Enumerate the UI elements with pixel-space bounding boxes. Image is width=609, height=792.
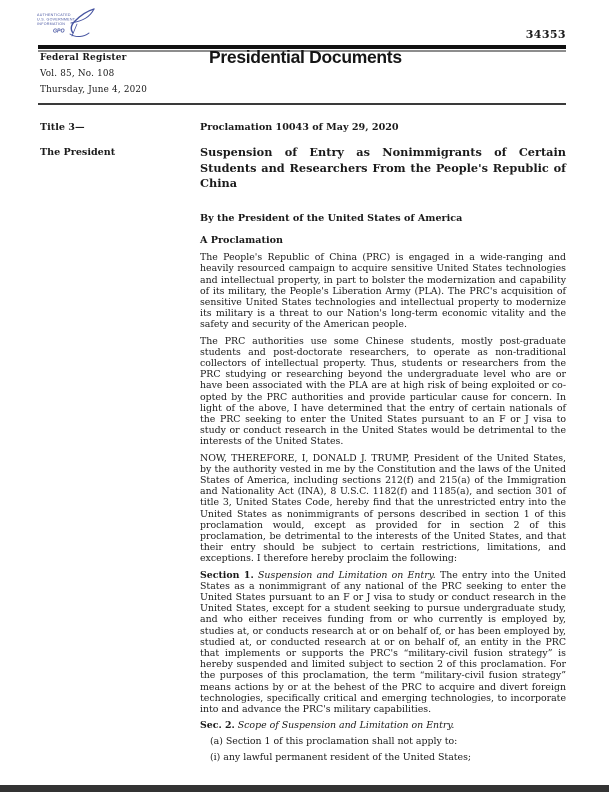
- page-number: 34353: [525, 28, 566, 41]
- paragraph-1: The People's Republic of China (PRC) is engaged in a wide-ranging and heavily resourced campaign to acquire sensitive United States technologies and intellectual property, in part to bolster the modernization and capability of its military, the People's Liberation Army (PLA). The PRC's acquisition of sensitive United States technologies and intellectual property to modernize its military is a threat to our Nation's long-term economic vitality and the safety and security of the American people.: [200, 252, 566, 331]
- section-1-body: The entry into the United States as a nonimmigrant of any national of the PRC seeking to enter the United States pursuant to an F or J visa to study or conduct research in the United States, except for a student seeking to pursue undergraduate study, and who either receives funding from or who currently is employed by, studies at, or conducts research at or on behalf of, or has been employed by, studied at, or conducted research at or on behalf of, an entity in the PRC that implements or supports the PRC's “military-civil fusion strategy” is hereby suspended and limited subject to section 2 of this proclamation. For the purposes of this proclamation, the term “military-civil fusion strategy” means actions by or at the behest of the PRC to acquire and divert foreign technologies, specifically critical and emerging technologies, to incorporate into and advance the PRC's military capabilities.: [200, 569, 566, 716]
- section-heading: Presidential Documents: [209, 47, 402, 67]
- section-1-title: Suspension and Limitation on Entry.: [257, 569, 436, 581]
- section-2-title: Scope of Suspension and Limitation on Entry.: [237, 720, 455, 732]
- volume-line: Vol. 85, No. 108: [40, 69, 115, 79]
- section-1-label: Section 1.: [200, 569, 254, 581]
- gpo-logo-text: [37, 13, 76, 35]
- section-2-heading: [200, 720, 566, 731]
- proclamation-body: [200, 122, 566, 763]
- gpo-logo-gpo-label: GPO: [53, 28, 65, 35]
- proclamation-number-line: Proclamation 10043 of May 29, 2020: [200, 122, 399, 133]
- page-bottom-edge: [0, 785, 609, 792]
- issue-date: Thursday, June 4, 2020: [40, 85, 148, 95]
- eagle-swoosh-icon: [70, 9, 94, 37]
- masthead-bottom-rule: [38, 103, 566, 105]
- section-2-clause-i: (i) any lawful permanent resident of the United States;: [210, 751, 472, 763]
- a-proclamation-heading: A Proclamation: [200, 234, 283, 246]
- paragraph-2: The PRC authorities use some Chinese students, mostly post-graduate students and post-doctorate researchers, to operate as non-traditional collectors of intellectual property. Thus, students or researchers from the PRC studying or researching beyond the undergraduate level who are or have been associated with the PLA are at high risk of being exploited or co-opted by the PRC authorities and provide particular cause for concern. In light of the above, I have determined that the entry of certain nationals of the PRC seeking to enter the United States pursuant to an F or J visa to study or conduct research in the United States would be detrimental to the interests of the United States.: [200, 335, 566, 448]
- byline: By the President of the United States of America: [200, 212, 463, 224]
- margin-title-3: Title 3—: [40, 122, 85, 133]
- section-2-clause-a: (a) Section 1 of this proclamation shall not apply to:: [210, 735, 458, 747]
- gpo-logo-line2: U.S. GOVERNMENT: [37, 17, 76, 22]
- section-2-label: Sec. 2.: [200, 720, 235, 732]
- margin-the-president: The President: [40, 147, 116, 158]
- publication-name: Federal Register: [40, 53, 127, 63]
- gpo-logo-line3: INFORMATION: [37, 22, 66, 27]
- section-1-paragraph: [200, 570, 566, 716]
- proclamation-title: Suspension of Entry as Nonimmigrants of Certain Students and Researchers From the People's Republic of China: [200, 145, 566, 191]
- gpo-authentication-logo: [36, 7, 100, 45]
- gpo-logo-line1: AUTHENTICATED: [37, 13, 71, 17]
- paragraph-3: NOW, THEREFORE, I, DONALD J. TRUMP, President of the United States, by the authority vested in me by the Constitution and the laws of the United States of America, including sections 212(f) and 215(a) of the Immigration and Nationality Act (INA), 8 U.S.C. 1182(f) and 1185(a), and section 301 of title 3, United States Code, hereby find that the unrestricted entry into the United States as nonimmigrants of persons described in section 1 of this proclamation would, except as provided for in section 2 of this proclamation, be detrimental to the interests of the United States, and that their entry should be subject to certain restrictions, limitations, and exceptions. I therefore hereby proclaim the following:: [200, 452, 566, 565]
